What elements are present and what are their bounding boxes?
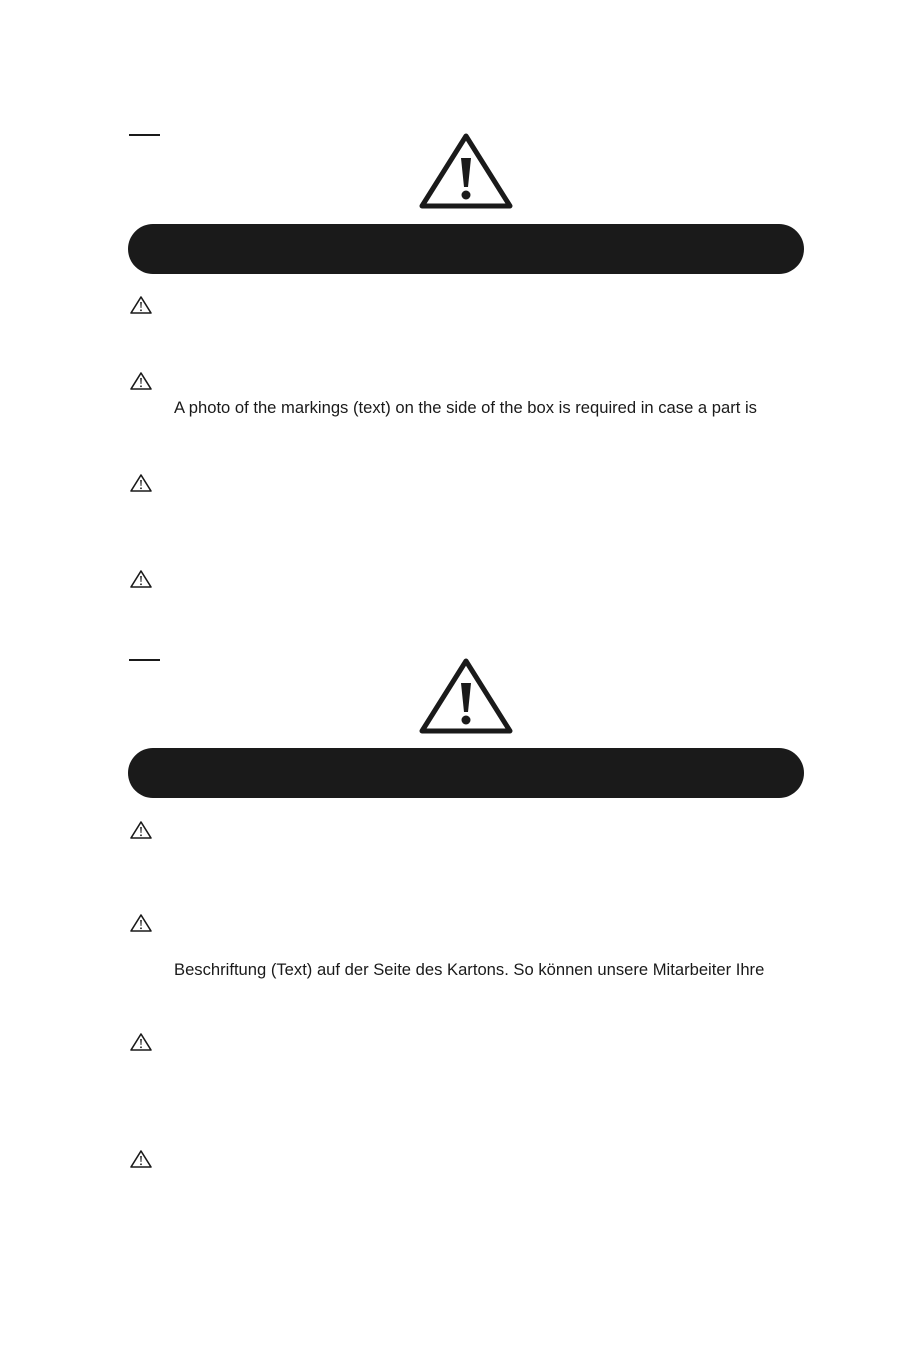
warning-triangle-small-icon [129,473,153,493]
warning-triangle-small-icon [129,1149,153,1169]
section-rule-1 [129,134,160,136]
warning-triangle-small-icon [129,295,153,315]
warning-triangle-icon [418,132,514,210]
warning-triangle-icon [418,657,514,735]
warning-triangle-small-icon [129,569,153,589]
warning-triangle-small-icon [129,1032,153,1052]
section-header-bar-2 [128,748,804,798]
section-rule-2 [129,659,160,661]
body-text-line: A photo of the markings (text) on the side of the box is required in case a part is [174,398,757,417]
warning-triangle-small-icon [129,820,153,840]
warning-triangle-small-icon [129,371,153,391]
body-text-line: Beschriftung (Text) auf der Seite des Kartons. So können unsere Mitarbeiter Ihre [174,960,765,979]
warning-triangle-small-icon [129,913,153,933]
section-header-bar-1 [128,224,804,274]
